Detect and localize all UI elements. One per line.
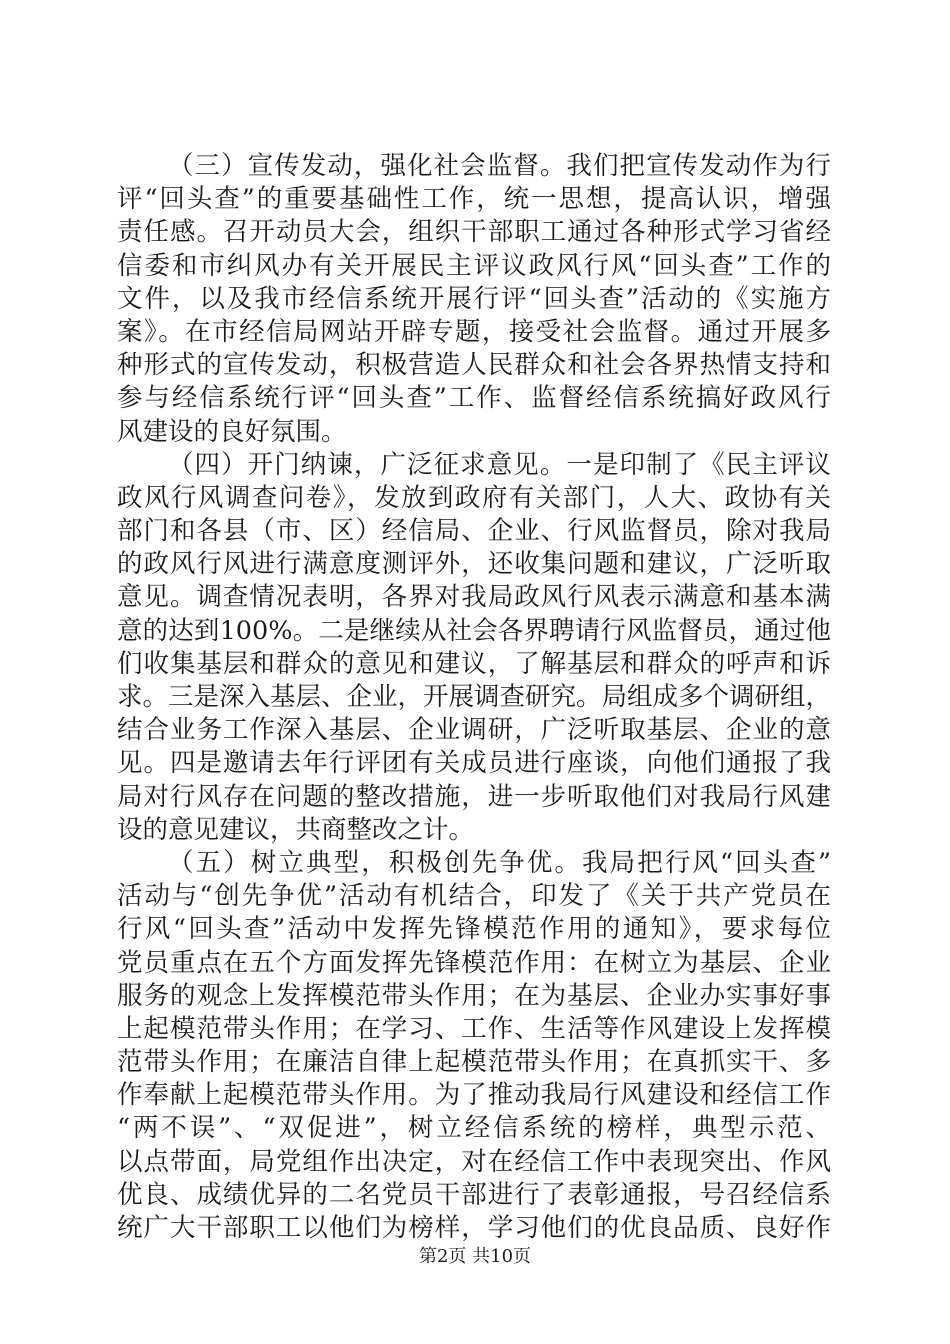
text-line: 们收集基层和群众的意见和建议，了解基层和群众的呼声和诉 [117, 648, 831, 679]
text-line: 文件，以及我市经信系统开展行评“回头查”活动的《实施方 [117, 283, 831, 314]
text-line: 风建设的良好氛围。 [117, 416, 347, 447]
text-line: 统广大干部职工以他们为榜样，学习他们的优良品质、良好作 [117, 1213, 831, 1243]
text-line: （四）开门纳谏，广泛征求意见。一是印制了《民主评议 [168, 449, 831, 480]
text-line: 的政风行风进行满意度测评外，还收集问题和建议，广泛听取 [117, 549, 831, 580]
text-line: 行风“回头查”活动中发挥先锋模范作用的通知》，要求每位 [117, 914, 831, 945]
document-body [117, 150, 831, 1245]
text-line: 设的意见建议，共商整改之计。 [117, 814, 475, 845]
text-line: 求。三是深入基层、企业，开展调查研究。局组成多个调研组， [117, 682, 832, 712]
text-line: 上起模范带头作用；在学习、工作、生活等作风建设上发挥模 [117, 1013, 831, 1044]
text-line: 信委和市纠风办有关开展民主评议政风行风“回头查”工作的 [117, 250, 831, 281]
text-line: 作奉献上起模范带头作用。为了推动我局行风建设和经信工作 [117, 1080, 831, 1111]
text-line: 责任感。召开动员大会，组织干部职工通过各种形式学习省经 [117, 217, 831, 248]
text-line: 参与经信系统行评“回头查”工作、监督经信系统搞好政风行 [117, 383, 831, 414]
text-line: 意的达到100%。二是继续从社会各界聘请行风监督员，通过他 [117, 615, 831, 646]
text-line: 局对行风存在问题的整改措施，进一步听取他们对我局行风建 [117, 781, 831, 812]
text-line: 种形式的宣传发动，积极营造人民群众和社会各界热情支持和 [117, 350, 831, 381]
text-line: 党员重点在五个方面发挥先锋模范作用：在树立为基层、企业 [117, 947, 831, 978]
text-line: 服务的观念上发挥模范带头作用；在为基层、企业办实事好事 [117, 980, 831, 1011]
text-line: 部门和各县（市、区）经信局、企业、行风监督员，除对我局 [117, 516, 831, 547]
text-line: 意见。调查情况表明，各界对我局政风行风表示满意和基本满 [117, 582, 831, 613]
text-line: 政风行风调查问卷》，发放到政府有关部门，人大、政协有关 [117, 482, 831, 513]
text-line: 以点带面，局党组作出决定，对在经信工作中表现突出、作风 [117, 1146, 831, 1177]
text-line: 案》。在市经信局网站开辟专题，接受社会监督。通过开展多 [117, 316, 831, 347]
text-line: 活动与“创先争优”活动有机结合，印发了《关于共产党员在 [117, 881, 831, 912]
text-line: 范带头作用；在廉洁自律上起模范带头作用；在真抓实干、多 [117, 1047, 831, 1078]
text-line: 结合业务工作深入基层、企业调研，广泛听取基层、企业的意 [117, 715, 831, 746]
text-line: 见。四是邀请去年行评团有关成员进行座谈，向他们通报了我 [117, 748, 831, 779]
text-line: “两不误”、“双促进”，树立经信系统的榜样，典型示范、 [117, 1113, 831, 1144]
text-line: 评“回头查”的重要基础性工作，统一思想，提高认识，增强 [117, 184, 831, 215]
page-footer: 第2页 共10页 [418, 1246, 532, 1267]
text-line: 优良、成绩优异的二名党员干部进行了表彰通报，号召经信系 [117, 1179, 831, 1210]
text-line: （五）树立典型，积极创先争优。我局把行风“回头查” [168, 847, 831, 878]
text-line: （三）宣传发动，强化社会监督。我们把宣传发动作为行 [168, 151, 831, 181]
